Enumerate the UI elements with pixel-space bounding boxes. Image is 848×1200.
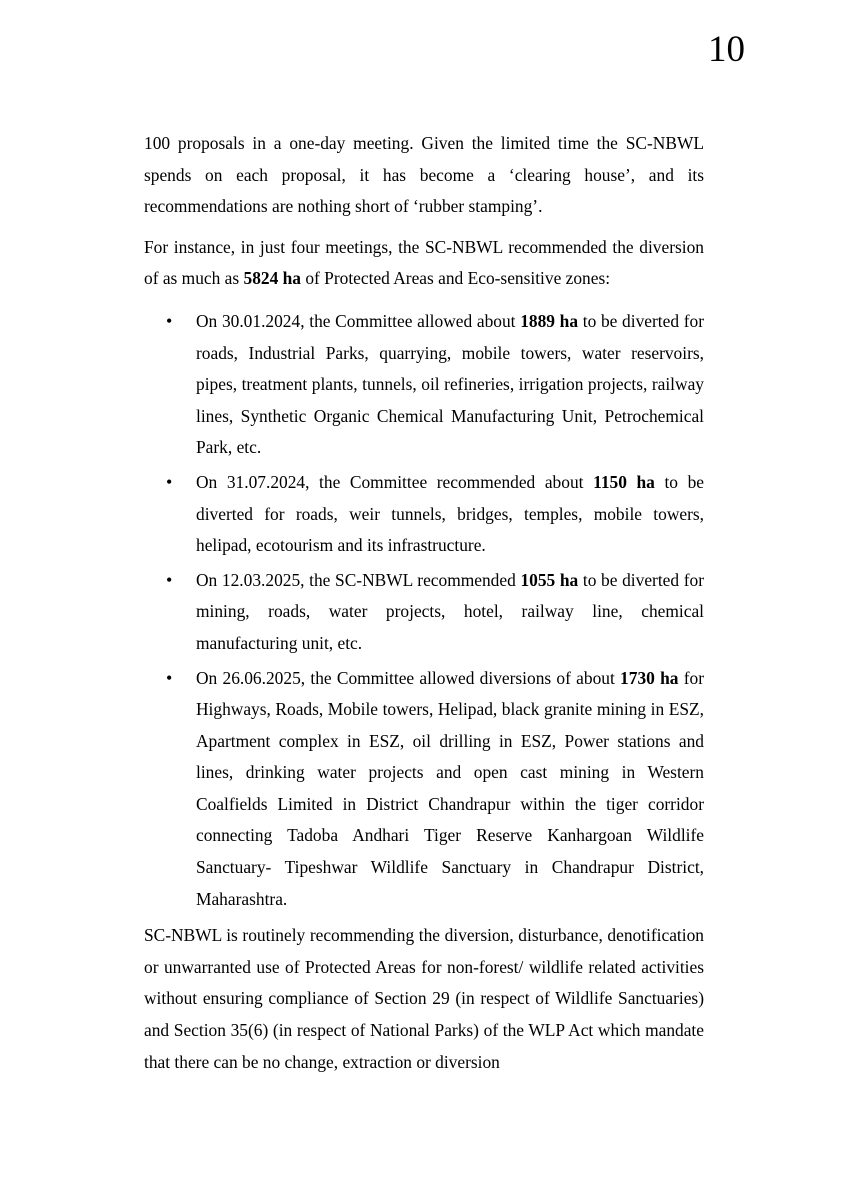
list-item-area: 1055 ha bbox=[520, 569, 579, 590]
list-item-area: 1730 ha bbox=[620, 667, 679, 688]
list-item-text-after: to be diverted for roads, Industrial Parks, quarrying, mobile towers, water reservoirs, pipes, treatment plants, tunnels, oil refineries, irrigation projects, railway lines, Synthetic Organic Chemical Manufacturing Unit, Petrochemical Park, etc. bbox=[196, 310, 704, 458]
document-body bbox=[144, 128, 704, 1078]
list-item bbox=[196, 663, 704, 916]
list-item bbox=[196, 565, 704, 660]
list-item-area: 1150 ha bbox=[593, 471, 655, 492]
page-number: 10 bbox=[708, 29, 745, 70]
paragraph-2-text-after: of Protected Areas and Eco-sensitive zones: bbox=[301, 268, 611, 289]
list-item-text-before: On 26.06.2025, the Committee allowed diversions of about bbox=[196, 667, 621, 688]
paragraph-1: 100 proposals in a one-day meeting. Given the limited time the SC-NBWL spends on each proposal, it has become a ‘clearing house’, and its recommendations are nothing short of ‘rubber stamping’. bbox=[144, 133, 704, 217]
paragraph-2-total-area: 5824 ha bbox=[243, 268, 301, 289]
list-item bbox=[196, 467, 704, 562]
paragraph-2 bbox=[144, 232, 704, 295]
list-item bbox=[196, 306, 704, 464]
meeting-list bbox=[144, 306, 704, 915]
list-item-text-after: for Highways, Roads, Mobile towers, Helipad, black granite mining in ESZ, Apartment complex in ESZ, oil drilling in ESZ, Power stations and lines, drinking water projects and open cast mining in Western Coalfields Limited in District Chandrapur within the tiger corridor connecting Tadoba Andhari Tiger Reserve Kanhargoan Wildlife Sanctuary- Tipeshwar Wildlife Sanctuary in Chandrapur District, Maharashtra. bbox=[196, 667, 704, 909]
list-item-text-after: to be diverted for roads, weir tunnels, bridges, temples, mobile towers, helipad, ecotourism and its infrastructure. bbox=[196, 471, 704, 556]
list-item-text-after: to be diverted for mining, roads, water projects, hotel, railway line, chemical manufacturing unit, etc. bbox=[196, 569, 704, 653]
list-item-text-before: On 31.07.2024, the Committee recommended about bbox=[196, 471, 594, 492]
paragraph-3: SC-NBWL is routinely recommending the diversion, disturbance, denotification or unwarranted use of Protected Areas for non-forest/ wildlife related activities without ensuring compliance of Section 29 (in respect of Wildlife Sanctuaries) and Section 35(6) (in respect of National Parks) of the WLP Act which mandate that there can be no change, extraction or diversion bbox=[144, 925, 704, 1072]
list-item-text-before: On 30.01.2024, the Committee allowed about bbox=[196, 310, 521, 331]
paragraph-2-text-before: For instance, in just four meetings, the SC-NBWL recommended the diversion of as much as bbox=[144, 236, 704, 289]
list-item-area: 1889 ha bbox=[520, 310, 579, 331]
list-item-text-before: On 12.03.2025, the SC-NBWL recommended bbox=[196, 569, 521, 590]
